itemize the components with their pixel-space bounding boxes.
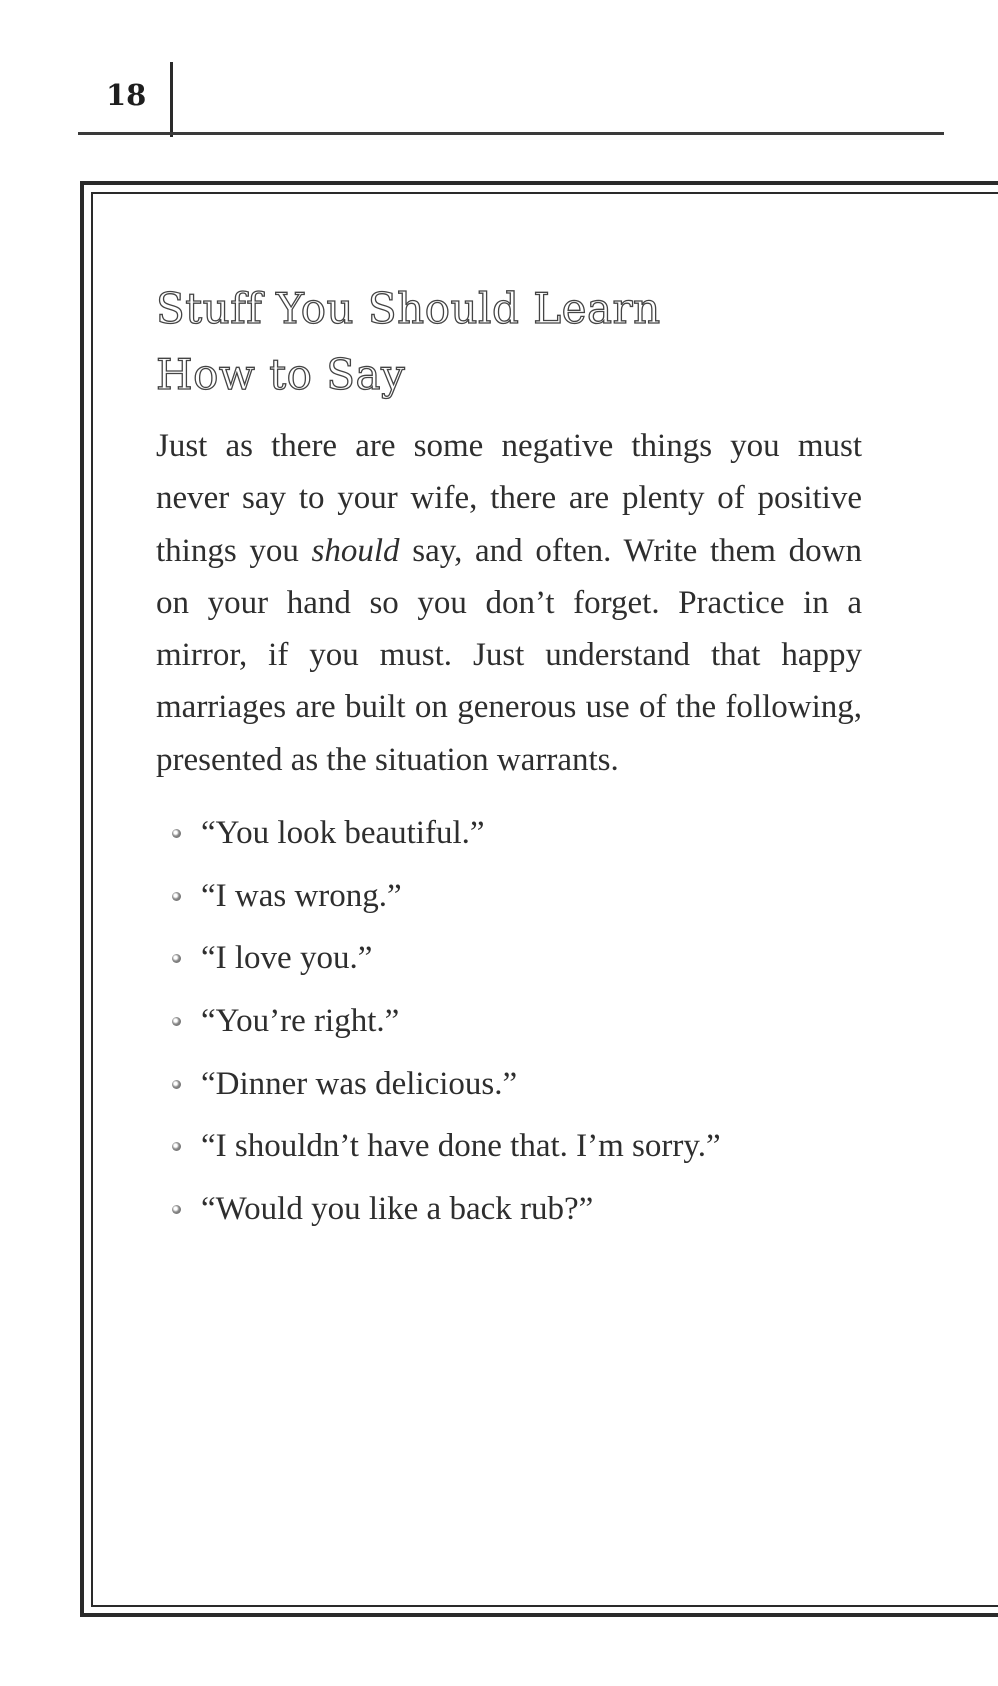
- bullet-dot-icon: [172, 829, 181, 838]
- body-paragraph: [156, 420, 862, 786]
- list-item: [172, 1178, 721, 1241]
- quote-text: “You look beautiful.”: [201, 814, 485, 851]
- bullet-dot-icon: [172, 1017, 181, 1026]
- quote-text: “I shouldn’t have done that. I’m sorry.”: [201, 1128, 721, 1165]
- bullet-dot-icon: [172, 892, 181, 901]
- paragraph-text-part-1: Just as there are some negative things you must never say to your wife, there are plenty of positive things you: [156, 428, 862, 569]
- list-item: [172, 1115, 721, 1178]
- quote-text: “I love you.”: [201, 940, 373, 977]
- quote-text: “You’re right.”: [201, 1002, 400, 1039]
- bullet-dot-icon: [172, 954, 181, 963]
- quote-text: “Would you like a back rub?”: [201, 1190, 594, 1227]
- bullet-dot-icon: [172, 1142, 181, 1151]
- section-title: [156, 276, 661, 408]
- header-vertical-rule: [170, 62, 173, 137]
- page-number: 18: [106, 78, 147, 112]
- header-horizontal-rule: [78, 132, 944, 135]
- list-item: [172, 865, 721, 928]
- quote-list: [172, 802, 721, 1241]
- section-title-line-2: How to Say: [156, 350, 406, 399]
- list-item: [172, 927, 721, 990]
- section-title-line-1: Stuff You Should Learn: [156, 284, 661, 333]
- paragraph-emphasis: should: [311, 532, 400, 569]
- list-item: [172, 802, 721, 865]
- list-item: [172, 990, 721, 1053]
- paragraph-text-part-2: say, and often. Write them down on your hand so you don’t forget. Practice in a mirror, if you must. Just understand that happy marriages are built on generous use of the following, presented as the situation warrants.: [156, 532, 862, 778]
- quote-text: “Dinner was delicious.”: [201, 1065, 518, 1102]
- bullet-dot-icon: [172, 1205, 181, 1214]
- bullet-dot-icon: [172, 1080, 181, 1089]
- list-item: [172, 1053, 721, 1116]
- quote-text: “I was wrong.”: [201, 877, 402, 914]
